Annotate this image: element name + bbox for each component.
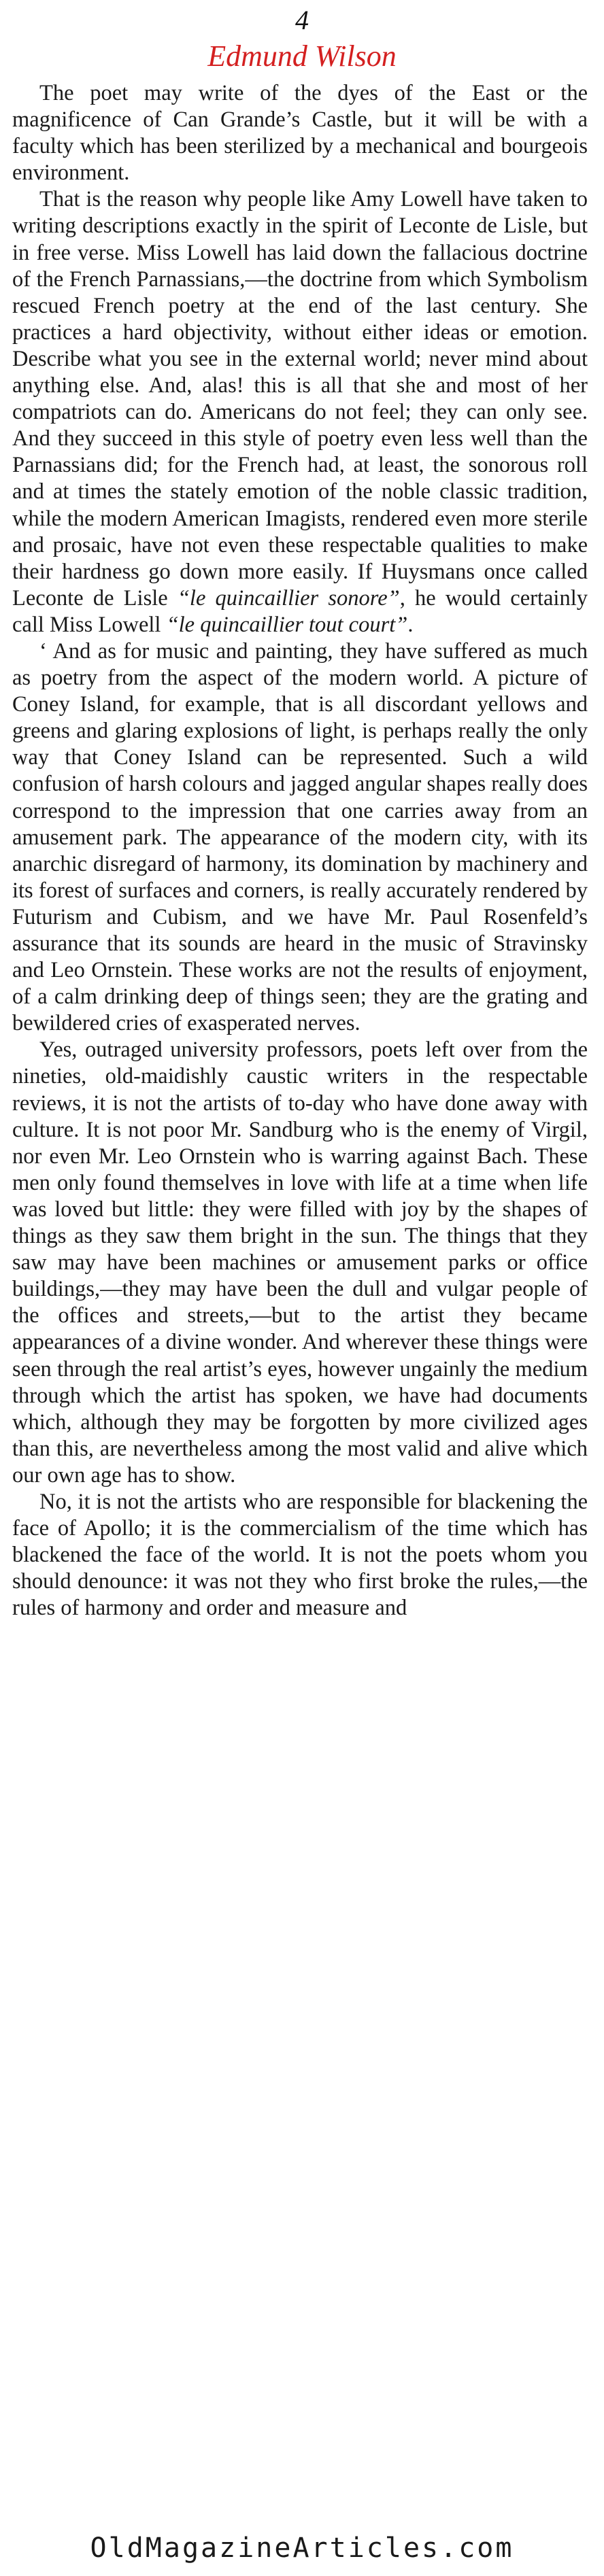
paragraph-text: The poet may write of the dyes of the East or the magnificence of Can Grande’s Castle, but it will be with a faculty which has been sterilized by a mechanical and bourgeois environment. [12, 81, 588, 186]
paragraph-text: , he would certainly call Miss Lowell [12, 585, 588, 637]
page-number: 4 [295, 5, 309, 35]
paragraph-text: . [407, 612, 414, 637]
article-body [12, 80, 588, 1621]
article-paragraph [12, 186, 588, 638]
author-name: Edmund Wilson [207, 39, 397, 73]
article-paragraph [12, 1489, 588, 1621]
italic-quote: “le quincaillier tout court” [166, 612, 408, 637]
site-footer[interactable]: OldMagazineArticles.com [0, 2529, 604, 2576]
paragraph-text: That is the reason why people like Amy Lowell have taken to writing descriptions exactly in the spirit of Leconte de Lisle, but in free verse. Miss Lowell has laid down the fallacious doctrine of the French Parnassians,—the doctrine from which Symbolism rescued French poetry at the end of the last century. She practices a hard objectivity, without either ideas or emotion. Describe what you see in the external world; never mind about anything else. And, alas! this is all that she and most of her compatriots can do. Americans do not feel; they can only see. And they succeed in this style of poetry even less well than the Parnassians did; for the French had, at least, the sonorous roll and at times the stately emotion of the noble classic tradition, while the modern American Imagists, rendered even more sterile and prosaic, have not even these respectable qualities to make their hardness go down more easily. If Huysmans once called Leconte de Lisle [12, 187, 588, 611]
article-paragraph [12, 638, 588, 1037]
paragraph-text: ‘ And as for music and painting, they have suffered as much as poetry from the aspect of the modern world. A picture of Coney Island, for example, that is all discordant yellows and greens and glaring explosions of light, is perhaps really the only way that Coney Island can be represented. Such a wild confusion of harsh colours and jagged angular shapes really does correspond to the impression that one carries away from an amusement park. The appearance of the modern city, with its anarchic disregard of harmony, its domination by machinery and its forest of surfaces and corners, is really accurately rendered by Futurism and Cubism, and we have Mr. Paul Rosenfeld’s assurance that its sounds are heard in the music of Stravinsky and Leo Ornstein. These works are not the results of enjoyment, of a calm drinking deep of things seen; they are the grating and bewildered cries of exasperated nerves. [12, 638, 588, 1036]
paragraph-text: No, it is not the artists who are responsible for blackening the face of Apollo; it is the commercialism of the time which has blackened the face of the world. It is not the poets whom you should denounce: it was not they who first broke the rules,—the rules of harmony and order and measure and [12, 1489, 588, 1621]
paragraph-text: Yes, outraged university professors, poets left over from the nineties, old-maidishly caustic writers in the respectable reviews, it is not the artists of to-day who have done away with culture. It is not poor Mr. Sandburg who is the enemy of Virgil, nor even Mr. Leo Ornstein who is warring against Bach. These men only found themselves in love with life at a time when life was loved but little: they were filled with joy by the shapes of things as they saw them bright in the sun. The things that they saw may have been machines or amusement parks or office buildings,—they may have been the dull and vulgar people of the offices and streets,—but to the artist they became appearances of a divine wonder. And wherever these things were seen through the real artist’s eyes, however ungainly the medium through which the artist has spoken, we have had documents which, although they may be forgotten by more civilized ages than this, are nevertheless among the most valid and alive which our own age has to show. [12, 1037, 588, 1488]
article-paragraph [12, 1037, 588, 1489]
italic-quote: “le quincaillier sonore” [177, 585, 400, 611]
article-paragraph [12, 80, 588, 186]
